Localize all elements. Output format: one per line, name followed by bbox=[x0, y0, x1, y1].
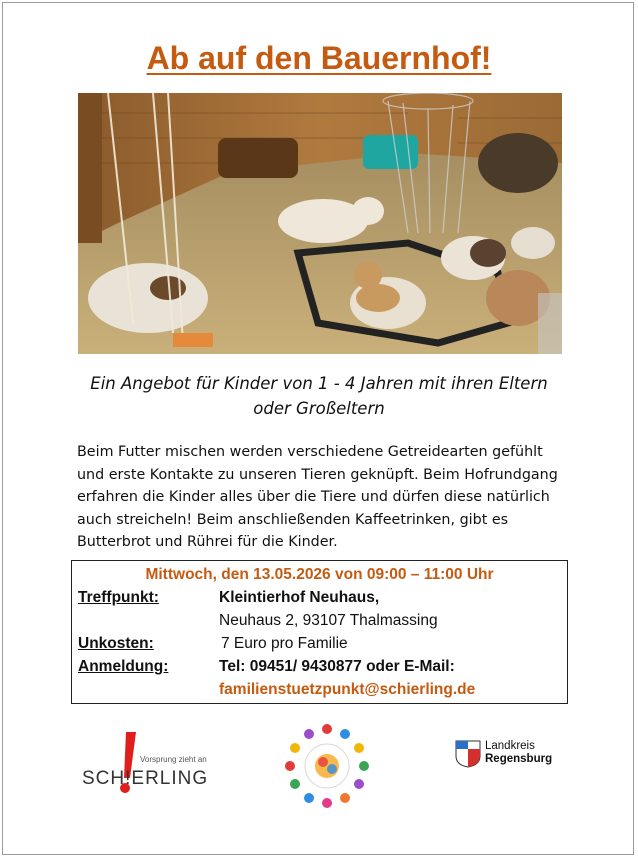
familienstuetzpunkt-logo bbox=[283, 722, 371, 810]
landkreis-coat-of-arms-icon bbox=[455, 740, 481, 768]
landkreis-regensburg-logo bbox=[455, 740, 575, 770]
schierling-tagline: Vorsprung zieht an bbox=[140, 755, 207, 764]
page-title: Ab auf den Bauernhof! bbox=[146, 40, 492, 76]
unkosten-label: Unkosten: bbox=[78, 635, 154, 652]
treffpunkt-address: Neuhaus 2, 93107 Thalmassing bbox=[219, 612, 438, 629]
subtitle-line-2: oder Großeltern bbox=[253, 399, 385, 418]
email-link[interactable]: familienstuetzpunkt@schierling.de bbox=[219, 681, 476, 698]
landkreis-line-2: Regensburg bbox=[485, 753, 553, 765]
anmeldung-label: Anmeldung: bbox=[78, 658, 169, 675]
treffpunkt-label: Treffpunkt: bbox=[78, 589, 159, 606]
subtitle bbox=[60, 371, 578, 421]
subtitle-line-1: Ein Angebot für Kinder von 1 - 4 Jahren mit ihren Eltern bbox=[90, 374, 548, 393]
rabbits-photo bbox=[78, 93, 562, 354]
landkreis-line-1: Landkreis bbox=[485, 740, 535, 752]
anmeldung-value: Tel: 09451/ 9430877 oder E-Mail: bbox=[219, 658, 455, 675]
schierling-logo bbox=[80, 730, 210, 800]
unkosten-value: 7 Euro pro Familie bbox=[221, 635, 348, 652]
event-info-box bbox=[71, 560, 568, 704]
landkreis-text bbox=[485, 740, 552, 766]
description-paragraph: Beim Futter mischen werden verschiedene Getreidearten gefühlt und erste Kontakte zu unseren Tieren geknüpft. Beim Hofrundgang erfahren die Kinder alles über die Tiere und dürfen diese natürlich auch streicheln! Beim anschließenden Kaffeetrinken, gibt es Butterbrot und Rührei für die Kinder. bbox=[77, 444, 558, 550]
event-date: Mittwoch, den 13.05.2026 von 09:00 – 11:00 Uhr bbox=[145, 566, 494, 583]
treffpunkt-name: Kleintierhof Neuhaus, bbox=[219, 589, 380, 606]
schierling-wordmark: SCH!ERLING bbox=[82, 768, 209, 789]
